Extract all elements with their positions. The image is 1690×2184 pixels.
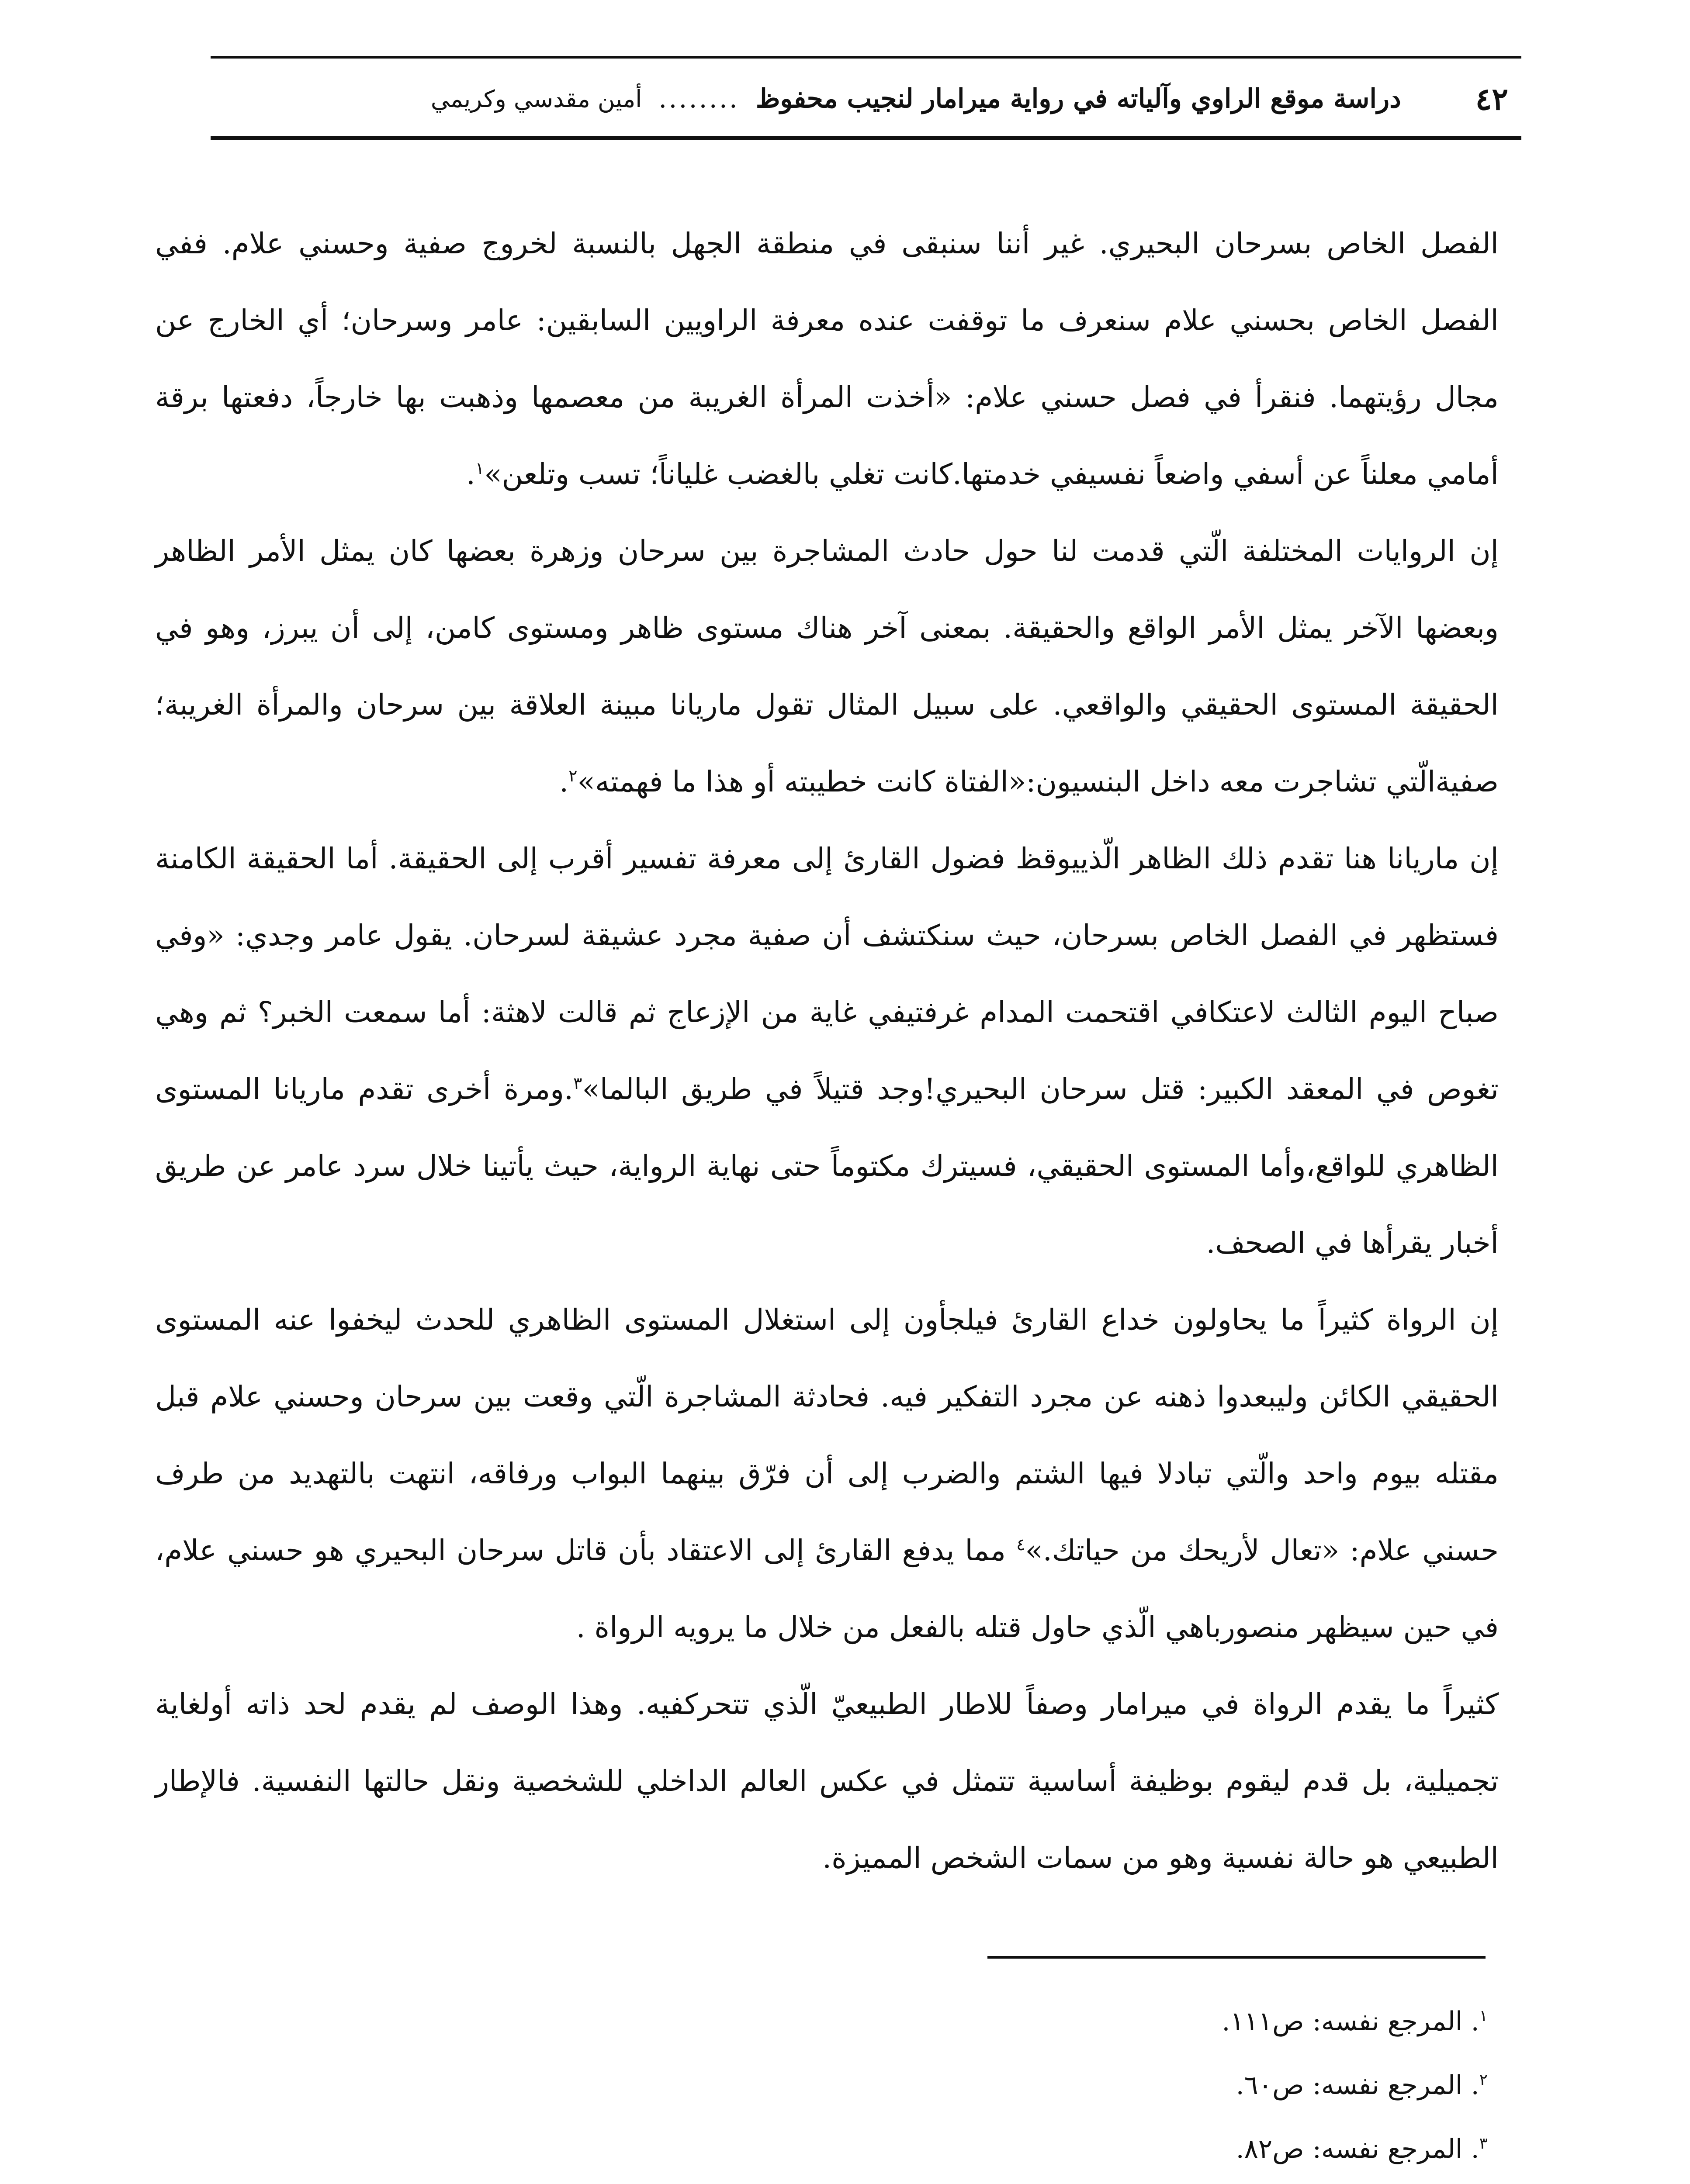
footnotes [699, 1990, 1488, 2184]
paragraph-tail: . [466, 457, 475, 491]
footnote-ref: ٢ [568, 766, 578, 785]
footnote-number: ٢ [1479, 2071, 1488, 2089]
footnote-text: . المرجع نفسه: ص١١١. [1222, 2006, 1479, 2037]
body-text [155, 205, 1499, 1897]
running-title: دراسة موقع الراوي وآلياته في رواية ميرامار لنجيب محفوظ [755, 83, 1401, 114]
paragraph-text: إن ماريانا هنا تقدم ذلك الظاهر الّذييوقظ فضول القارئ إلى معرفة تفسير أقرب إلى الحقيقة. أما الحقيقة الكامنة فستظهر في الفصل الخاص بسرحان، حيث سنكتشف أن صفية مجرد عشيقة لسرحان. يقول عامر وجدي: «وفي صباح اليوم الثالث لاعتكافي اقتحمت المدام غرفتيفي غاية من الإزعاج ثم قالت لاهثة: أما سمعت الخبر؟ ثم وهي تغوص في المعقد الكبير: قتل سرحان البحيري!وجد قتيلاً في طريق البالما» [155, 842, 1499, 1106]
footnote-text: . المرجع نفسه: ص٦٠. [1236, 2070, 1479, 2101]
paragraph-text: إن الرواة كثيراً ما يحاولون خداع القارئ فيلجأون إلى استغلال المستوى الظاهري للحدث ليخفوا عنه المستوى الحقيقي الكائن وليبعدوا ذهنه عن مجرد التفكير فيه. فحادثة المشاجرة الّتي وقعت بين سرحان وحسني علام قبل مقتله بيوم واحد والّتي تبادلا فيها الشتم والضرب إلى أن فرّق بينهما البواب ورفاقه، انتهت بالتهديد من طرف حسني علام: «تعال لأريحك من حياتك.» [155, 1303, 1499, 1567]
footnote-ref: ١ [475, 459, 485, 478]
footnote-separator [987, 1956, 1486, 1959]
running-authors: أمين مقدسي وكريمي [430, 85, 642, 113]
header-top-rule [211, 56, 1521, 59]
paragraph [155, 1282, 1499, 1666]
running-dots: ........ [658, 83, 739, 114]
footnote-ref: ٤ [1016, 1535, 1025, 1554]
footnote [699, 1990, 1488, 2053]
header-bottom-rule [211, 136, 1521, 140]
paragraph-tail: . [559, 765, 569, 798]
paragraph-text: إن الروايات المختلفة الّتي قدمت لنا حول حادث المشاجرة بين سرحان وزهرة بعضها كان يمثل الأمر الظاهر وبعضها الآخر يمثل الأمر الواقع والحقيقة. بمعنى آخر هناك مستوى ظاهر ومستوى كامن، إلى أن يبرز، وهو في الحقيقة المستوى الحقيقي والواقعي. على سبيل المثال تقول ماريانا مبينة العلاقة بين سرحان والمرأة الغريبة؛ صفيةالّتي تشاجرت معه داخل البنسيون:«الفتاة كانت خطيبته أو هذا ما فهمته» [155, 534, 1499, 798]
paragraph [155, 513, 1499, 820]
paragraph-tail: مما يدفع القارئ إلى الاعتقاد بأن قاتل سرحان البحيري هو حسني علام، في حين سيظهر منصورباهي الّذي حاول قتله بالفعل من خلال ما يرويه الرواة . [155, 1534, 1499, 1644]
footnote-text: . المرجع نفسه: ص٨٢. [1236, 2134, 1479, 2164]
paragraph-text: كثيراً ما يقدم الرواة في ميرامار وصفاً للاطار الطبيعيّ الّذي تتحركفيه. وهذا الوصف لم يقدم لحد ذاته أولغاية تجميلية، بل قدم ليقوم بوظيفة أساسية تتمثل في عكس العالم الداخلي للشخصية ونقل حالتها النفسية. فالإطار الطبيعي هو حالة نفسية وهو من سمات الشخص المميزة. [155, 1687, 1499, 1875]
footnote-number: ٣ [1479, 2135, 1488, 2153]
paragraph [155, 1666, 1499, 1897]
footnote [699, 2181, 1488, 2184]
page-number: ٤٢ [1475, 80, 1508, 117]
footnote [699, 2117, 1488, 2181]
header-line [237, 73, 1508, 125]
paragraph-tail: .ومرة أخرى تقدم ماريانا المستوى الظاهري للواقع،وأما المستوى الحقيقي، فسيترك مكتوماً حتى نهاية الرواية، حيث يأتينا خلال سرد عامر عن طريق أخبار يقرأها في الصحف. [155, 1072, 1499, 1260]
paragraph [155, 205, 1499, 513]
footnote-number: ١ [1479, 2007, 1488, 2025]
footnote [699, 2053, 1488, 2117]
footnote-ref: ٣ [573, 1074, 582, 1093]
paragraph [155, 820, 1499, 1282]
paragraph-text: الفصل الخاص بسرحان البحيري. غير أننا سنبقى في منطقة الجهل بالنسبة لخروج صفية وحسني علام. ففي الفصل الخاص بحسني علام سنعرف ما توقفت عنده معرفة الراويين السابقين: عامر وسرحان؛ أي الخارج عن مجال رؤيتهما. فنقرأ في فصل حسني علام: «أخذت المرأة الغريبة من معصمها وذهبت بها خارجاً، دفعتها برقة أمامي معلناً عن أسفي واضعاً نفسيفي خدمتها.كانت تغلي بالغضب غلياناً؛ تسب وتلعن» [155, 227, 1499, 491]
running-header [211, 56, 1521, 145]
